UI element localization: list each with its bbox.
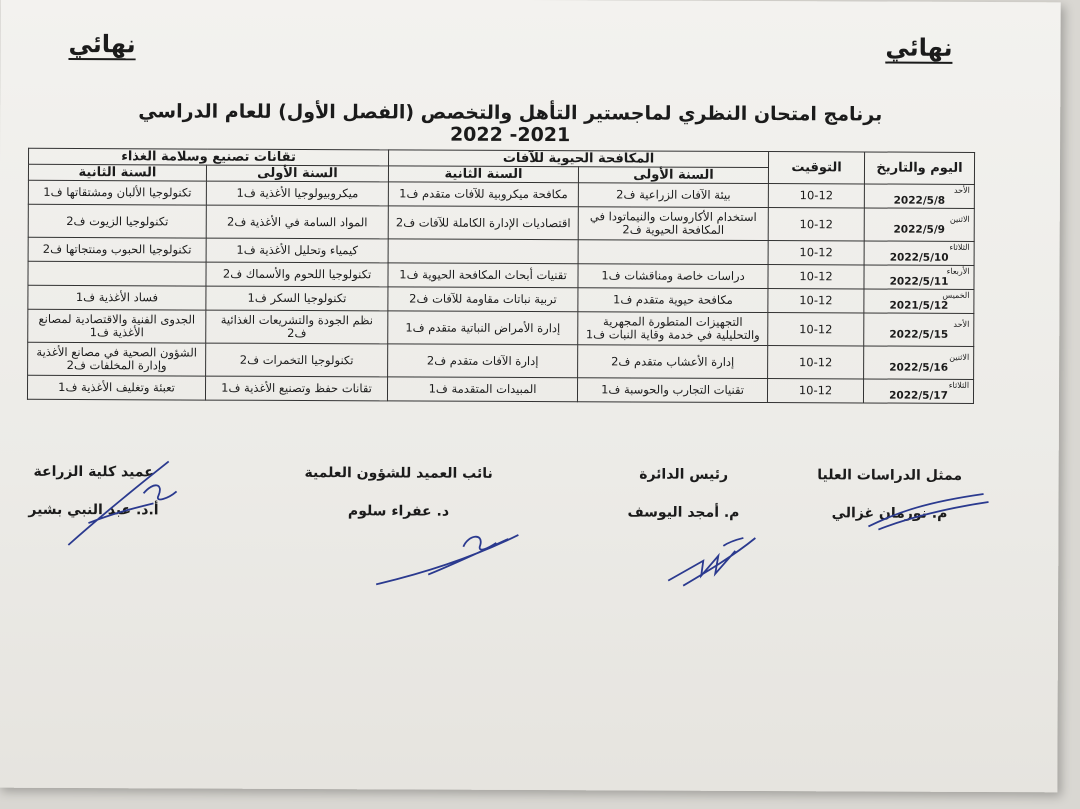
food-year1-cell: تقانات حفظ وتصنيع الأغذية ف1 <box>206 376 388 401</box>
header-pest-control: المكافحة الحيوية للآفات <box>390 150 770 168</box>
header-food-tech: تقانات تصنيع وسلامة الغذاء <box>30 148 390 166</box>
handwritten-signature <box>859 481 999 542</box>
table-row <box>29 204 975 241</box>
pest-year1-cell: استخدام الأكاروسات والنيماتودا في المكافحة الحيوية ف2 <box>579 207 769 241</box>
food-year2-cell: الشؤون الصحية في مصانع الأغذية وإدارة المخلفات ف2 <box>29 342 207 376</box>
exam-schedule-table <box>28 148 976 404</box>
signature-title: نائب العميد للشؤون العلمية <box>305 465 494 482</box>
time-cell: 10-12 <box>769 379 865 403</box>
day-date: 2022/5/10 <box>890 251 950 264</box>
time-cell: 10-12 <box>769 184 865 208</box>
food-year1-cell: تكنولوجيا اللحوم والأسماك ف2 <box>207 262 389 287</box>
food-year1-cell: المواد السامة في الأغذية ف2 <box>207 205 389 239</box>
day-cell <box>864 379 974 403</box>
day-date: 2022/5/8 <box>894 194 947 207</box>
signature-name: أ.د. عبد النبي بشير <box>29 501 160 519</box>
pest-year1-cell: تقنيات التجارب والحوسبة ف1 <box>579 378 769 403</box>
food-year1-cell: كيمياء وتحليل الأغذية ف1 <box>207 238 389 263</box>
day-name: الأحد <box>954 185 971 195</box>
signature-block-department-head <box>609 466 759 521</box>
header-food-year1: السنة الأولى <box>207 165 389 182</box>
food-year2-cell: الجدوى الفنية والاقتصادية لمصانع الأغذية ف1 <box>29 309 207 343</box>
pest-year2-cell <box>389 239 579 264</box>
day-date: 2022/5/16 <box>890 361 950 374</box>
day-cell <box>865 289 975 313</box>
pest-year1-cell: بيئة الآفات الزراعية ف2 <box>579 183 769 208</box>
document-title: برنامج امتحان النظري لماجستير التأهل والتخصص (الفصل الأول) للعام الدراسي 2021- 2022 <box>139 100 884 147</box>
time-cell: 10-12 <box>769 265 865 289</box>
pest-year2-cell: مكافحة ميكروبية للآفات متقدم ف1 <box>389 182 579 207</box>
day-name: الأحد <box>954 319 971 329</box>
food-year1-cell: ميكروبيولوجيا الأغذية ف1 <box>207 181 389 206</box>
time-cell: 10-12 <box>769 289 865 313</box>
signature-name: م. أمجد اليوسف <box>628 504 741 521</box>
food-year1-cell: تكنولوجيا التخمرات ف2 <box>207 343 389 377</box>
day-name: الثلاثاء <box>950 242 971 252</box>
day-date: 2022/5/11 <box>890 275 950 288</box>
day-cell <box>865 313 975 346</box>
header-pest-year1: السنة الأولى <box>579 167 769 184</box>
day-date: 2022/5/15 <box>890 328 950 341</box>
day-name: الاثنين <box>950 352 971 362</box>
table-row <box>29 342 975 379</box>
food-year2-cell: تكنولوجيا الألبان ومشتقاتها ف1 <box>29 180 207 205</box>
time-cell: 10-12 <box>769 208 865 241</box>
table-row <box>28 375 974 403</box>
signature-name: د. عفراء سلوم <box>348 503 451 520</box>
table-row <box>29 309 975 346</box>
food-year2-cell: تكنولوجيا الزيوت ف2 <box>29 204 207 238</box>
day-date: 2022/5/9 <box>894 223 947 236</box>
day-date: 2021/5/12 <box>890 299 950 312</box>
day-cell <box>865 265 975 289</box>
pest-year2-cell: المبيدات المتقدمة ف1 <box>388 377 578 402</box>
pest-year2-cell: إدارة الأمراض النباتية متقدم ف1 <box>389 311 579 345</box>
time-cell: 10-12 <box>769 313 865 346</box>
header-food-year2: السنة الثانية <box>29 164 207 181</box>
handwritten-signature <box>369 524 529 595</box>
day-date: 2022/5/17 <box>890 389 949 402</box>
final-label-right: نهائي <box>886 33 954 62</box>
day-cell <box>865 184 975 208</box>
pest-year1-cell: دراسات خاصة ومناقشات ف1 <box>579 264 769 289</box>
signature-name: م. نورمان غزالي <box>832 505 949 522</box>
day-cell <box>865 346 975 379</box>
pest-year2-cell: اقتصاديات الإدارة الكاملة للآفات ف2 <box>389 206 579 240</box>
food-year2-cell <box>29 261 207 286</box>
signature-title: ممثل الدراسات العليا <box>818 467 964 484</box>
food-year1-cell: نظم الجودة والتشريعات الغذائية ف2 <box>207 310 389 344</box>
pest-year1-cell: إدارة الأعشاب متقدم ف2 <box>579 345 769 379</box>
pest-year1-cell: مكافحة حيوية متقدم ف1 <box>579 288 769 313</box>
pest-year2-cell: تربية نباتات مقاومة للآفات ف2 <box>389 287 579 312</box>
header-day-date: اليوم والتاريخ <box>865 152 975 184</box>
pest-year1-cell <box>579 240 769 265</box>
food-year2-cell: تكنولوجيا الحبوب ومنتجاتها ف2 <box>29 237 207 262</box>
signature-title: عميد كلية الزراعة <box>34 463 155 481</box>
day-cell <box>865 208 975 241</box>
time-cell: 10-12 <box>769 241 865 265</box>
header-pest-year2: السنة الثانية <box>389 166 579 183</box>
pest-year2-cell: تقنيات أبحاث المكافحة الحيوية ف1 <box>389 263 579 288</box>
day-name: الخميس <box>943 290 971 300</box>
signature-block-vice-dean <box>299 465 499 520</box>
day-name: الثلاثاء <box>949 380 971 390</box>
handwritten-signature <box>664 526 764 596</box>
food-year2-cell: تعبئة وتغليف الأغذية ف1 <box>28 375 206 400</box>
food-year1-cell: تكنولوجيا السكر ف1 <box>207 286 389 311</box>
day-name: الأربعاء <box>947 266 971 276</box>
time-cell: 10-12 <box>769 346 865 379</box>
header-time: التوقيت <box>769 152 865 184</box>
food-year2-cell: فساد الأغذية ف1 <box>29 285 207 310</box>
day-cell <box>865 241 975 265</box>
pest-year2-cell: إدارة الآفات متقدم ف2 <box>389 344 579 378</box>
signature-title: رئيس الدائرة <box>640 466 730 483</box>
pest-year1-cell: التجهيزات المتطورة المجهرية والتحليلية في خدمة وقاية النبات ف1 <box>579 312 769 346</box>
final-label-left: نهائي <box>69 29 137 59</box>
day-name: الاثنين <box>950 214 971 224</box>
handwritten-signature <box>59 453 189 554</box>
